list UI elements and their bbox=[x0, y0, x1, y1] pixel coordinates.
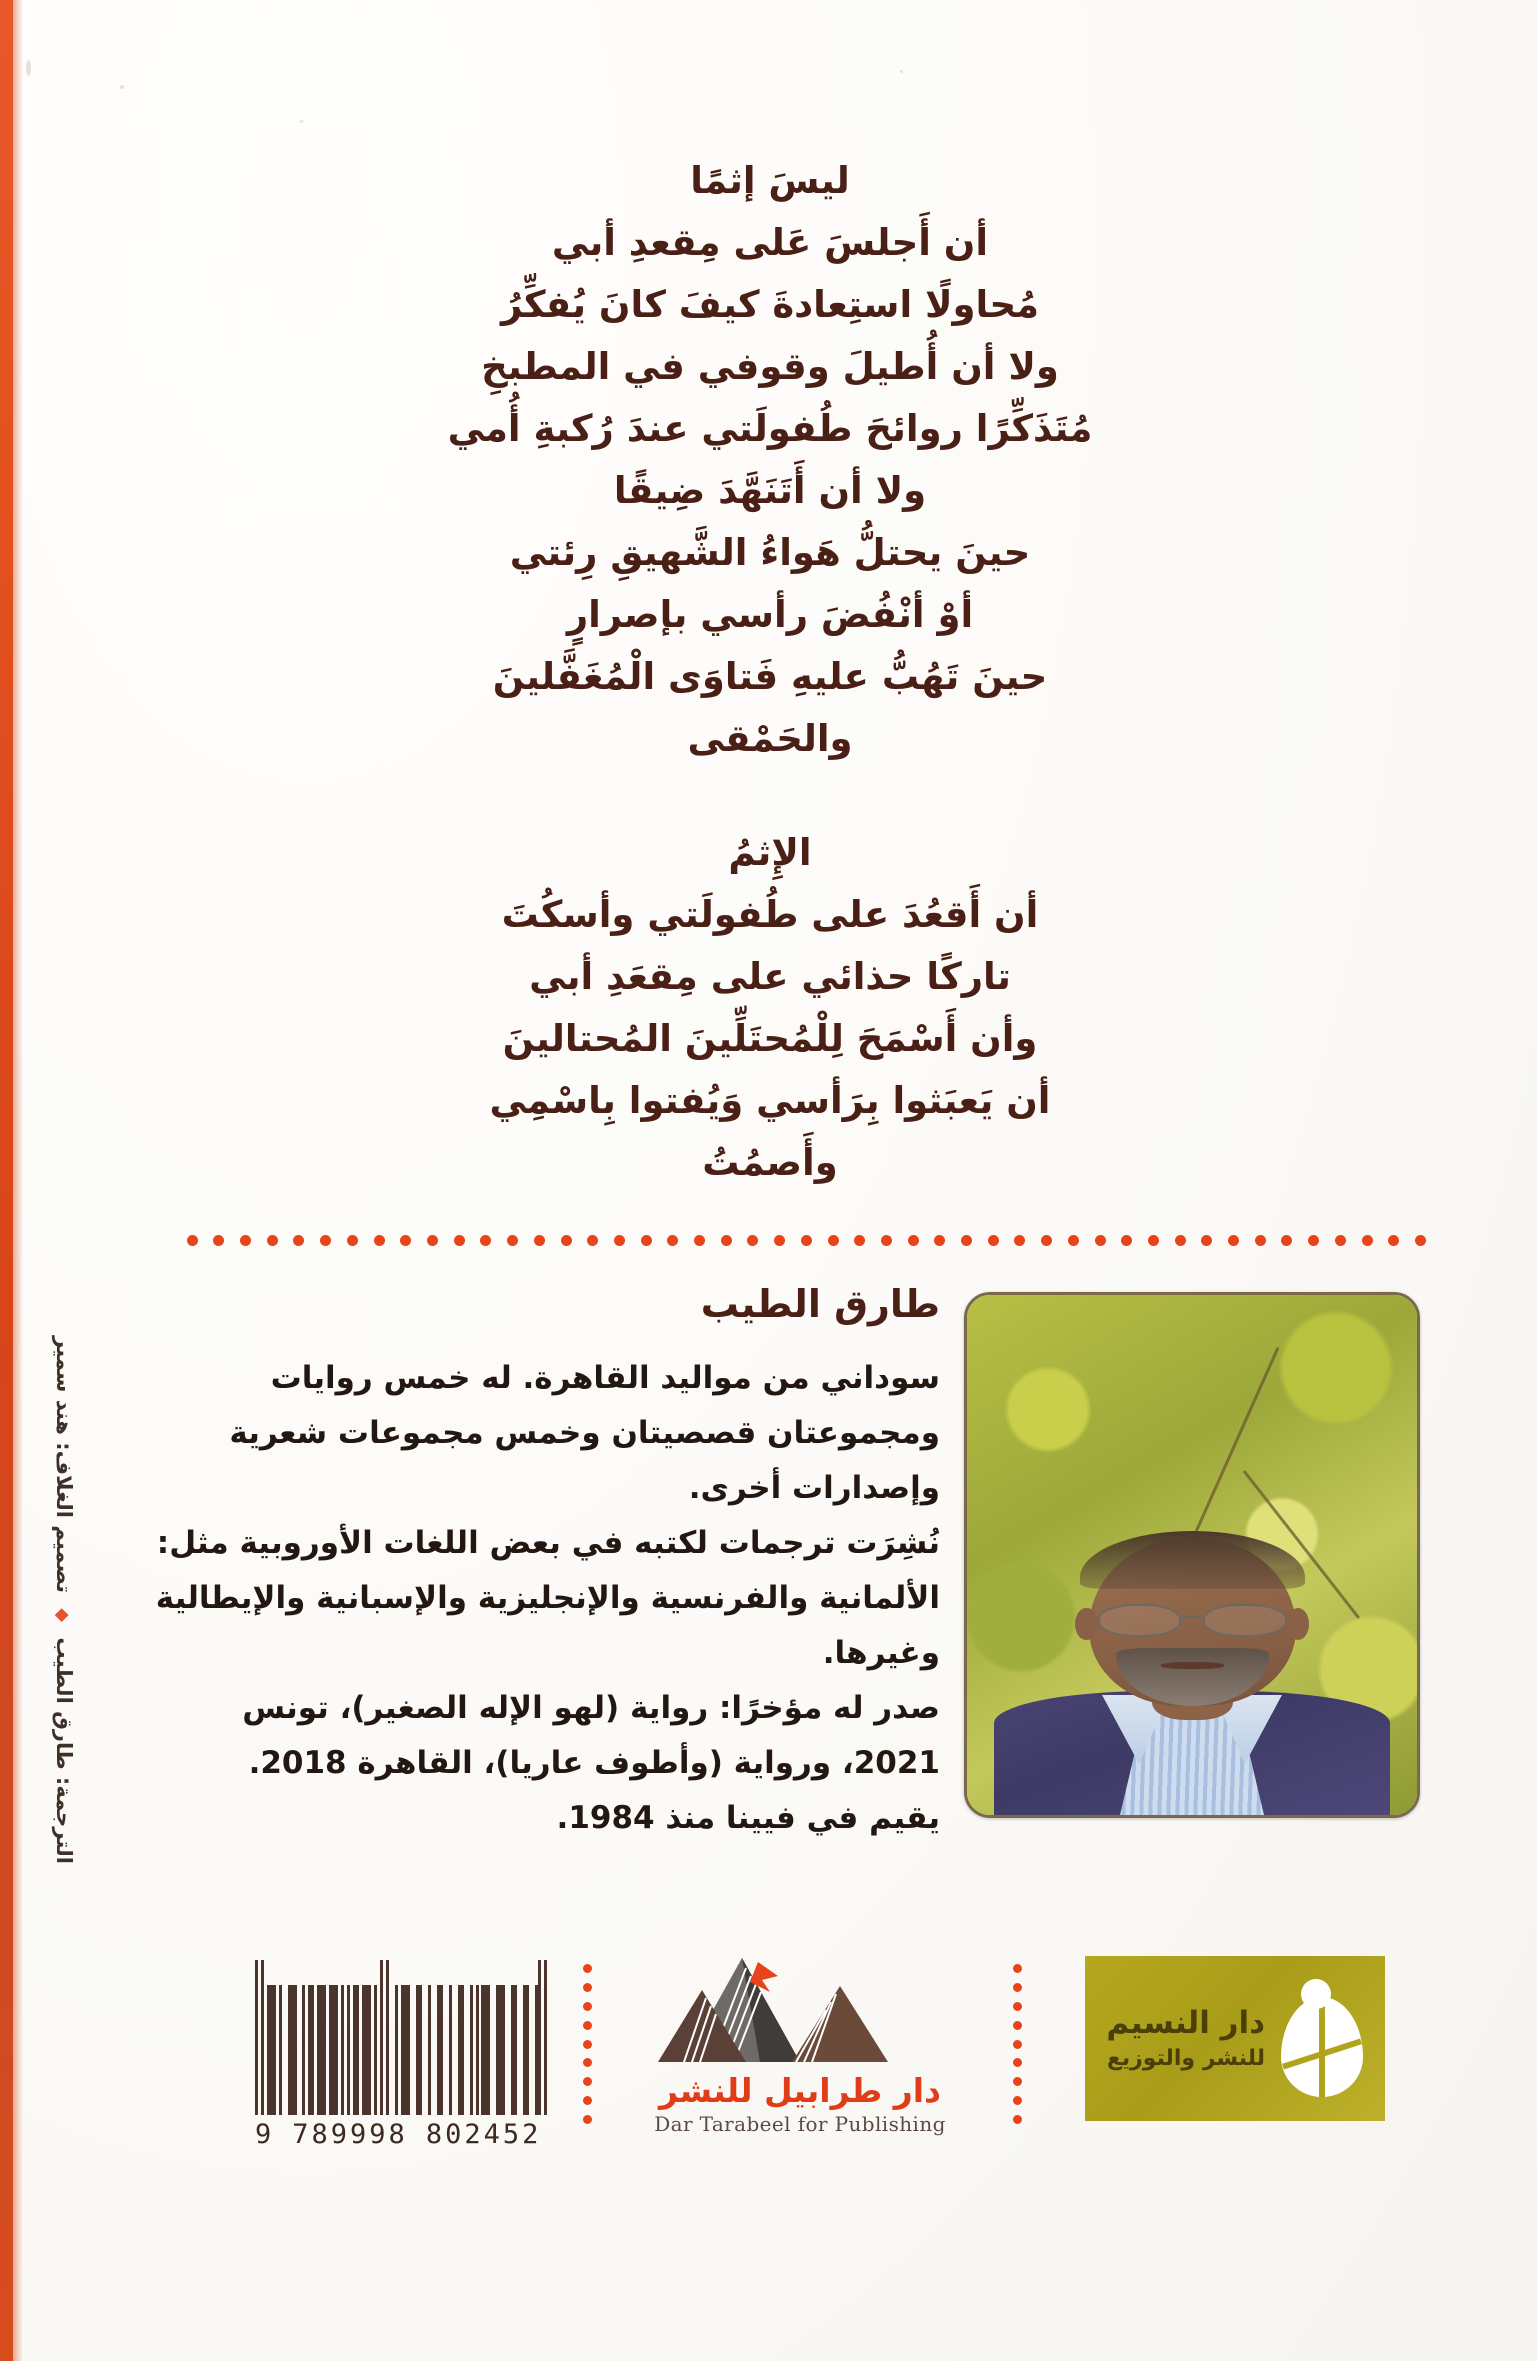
author-name: طارق الطيب bbox=[700, 1282, 940, 1326]
glasses-lens-left bbox=[1098, 1604, 1181, 1637]
publisher-logo-naseem bbox=[1085, 1956, 1385, 2121]
leaf-dot bbox=[1301, 1979, 1331, 2009]
publisher-logo-tarabeel bbox=[650, 1950, 950, 2136]
figure-mouth bbox=[1161, 1662, 1224, 1669]
dotted-separator bbox=[580, 1964, 594, 2124]
scan-speck bbox=[300, 120, 303, 123]
poem-line: حينَ يحتلُّ هَواءُ الشَّهيقِ رِئتي bbox=[509, 531, 1031, 574]
poem-stanza2-heading: الإِثمُ bbox=[728, 831, 812, 874]
poem-block bbox=[160, 150, 1380, 1194]
poem-line: أن أَقعُدَ على طُفولَتي وأسكُتَ bbox=[501, 893, 1039, 936]
stanza-gap bbox=[160, 770, 1380, 822]
isbn-barcode bbox=[255, 1960, 565, 2150]
scan-speck bbox=[900, 70, 903, 73]
author-figure bbox=[967, 1451, 1417, 1815]
pyramid-books-svg bbox=[650, 1950, 950, 2070]
author-bio-line: سوداني من مواليد القاهرة. له خمس روايات bbox=[270, 1360, 940, 1396]
author-bio-line: وإصدارات أخرى. bbox=[688, 1470, 940, 1506]
left-edge-color-strip bbox=[0, 0, 13, 2361]
glasses-icon bbox=[1098, 1604, 1287, 1633]
author-photo bbox=[964, 1292, 1420, 1818]
diamond-icon: ◆ bbox=[52, 1608, 73, 1623]
author-bio-line: نُشِرَت ترجمات لكتبه في بعض اللغات الأوروبية مثل: bbox=[156, 1525, 940, 1561]
poem-line: وأَصمُتُ bbox=[702, 1141, 838, 1184]
author-bio-line: وغيرها. bbox=[822, 1635, 940, 1671]
glasses-bridge bbox=[1179, 1616, 1205, 1618]
poem-line: ولا أن أَتَنَهَّدَ ضِيقًا bbox=[613, 469, 927, 512]
author-bio-line: الألمانية والفرنسية والإنجليزية والإسبانية والإيطالية bbox=[155, 1580, 940, 1616]
cover-design-credit: تصميم الغلاف: هند سمير bbox=[52, 1336, 76, 1593]
barcode-lead-digit: 9 bbox=[255, 2119, 275, 2150]
poem-line: تاركًا حذائي على مِقعَدِ أبي bbox=[529, 955, 1011, 998]
barcode-group-right: 802452 bbox=[425, 2119, 542, 2150]
author-bio-line: 2021، ورواية (وأطوف عاريا)، القاهرة 2018. bbox=[248, 1745, 940, 1781]
author-text-block bbox=[150, 1280, 940, 1849]
footer-section bbox=[150, 1950, 1420, 2210]
poem-stanza1-heading: ليسَ إثمًا bbox=[690, 159, 850, 202]
left-edge-strip-bleed bbox=[13, 0, 23, 2361]
poem-line: وأن أَسْمَحَ لِلْمُحتَلِّينَ المُحتالينَ bbox=[502, 1017, 1038, 1060]
scan-speck bbox=[26, 60, 31, 76]
barcode-group-left: 789998 bbox=[292, 2119, 408, 2150]
poem-line: أوْ أنْفُضَ رأسي بإصرارٍ bbox=[566, 593, 974, 636]
spine-credits-text bbox=[52, 1336, 76, 1864]
publisher-name-arabic: دار طرابيل للنشر bbox=[659, 2071, 941, 2110]
figure-ear-left bbox=[1075, 1608, 1098, 1641]
dotted-separator bbox=[1010, 1964, 1024, 2124]
figure-hair bbox=[1080, 1531, 1305, 1589]
poem-line: مُحاولًا استِعادةَ كيفَ كانَ يُفكِّرُ bbox=[500, 283, 1040, 326]
glasses-lens-right bbox=[1203, 1604, 1286, 1637]
spine-credits bbox=[34, 1330, 94, 1870]
barcode-digits bbox=[255, 2119, 565, 2150]
poem-line: أن يَعبَثوا بِرَأسي وَيُفتوا بِاسْمِي bbox=[489, 1079, 1051, 1122]
publisher-name-english: Dar Tarabeel for Publishing bbox=[654, 2112, 946, 2136]
dotted-divider bbox=[186, 1232, 1426, 1248]
leaf-mark-icon bbox=[1275, 1979, 1371, 2099]
figure-ear-right bbox=[1287, 1608, 1310, 1641]
publisher-tagline-arabic: للنشر والتوزيع bbox=[1106, 2045, 1265, 2071]
author-section bbox=[150, 1280, 1420, 1850]
barcode-bars bbox=[255, 1960, 565, 2115]
poem-line: أن أَجلسَ عَلى مِقعدِ أبي bbox=[551, 221, 989, 264]
pyramid-books-icon bbox=[650, 1950, 950, 2070]
publisher-naseem-text bbox=[1106, 2005, 1265, 2072]
author-bio-line: ومجموعتان قصصيتان وخمس مجموعات شعرية bbox=[229, 1415, 940, 1451]
translation-credit: الترجمة: طارق الطيب bbox=[52, 1637, 76, 1864]
poem-line: والحَمْقى bbox=[687, 717, 853, 760]
poem-line: مُتَذَكِّرًا روائحَ طُفولَتي عندَ رُكبةِ أُمي bbox=[447, 407, 1093, 450]
scan-speck bbox=[120, 85, 124, 89]
poem-line: ولا أن أُطيلَ وقوفي في المطبخِ bbox=[481, 345, 1059, 388]
author-bio-line: صدر له مؤخرًا: رواية (لهو الإله الصغير)، تونس bbox=[242, 1690, 940, 1726]
poem-line: حينَ تَهُبُّ عليهِ فَتاوَى الْمُغَفَّلينَ bbox=[492, 655, 1048, 698]
publisher-name-arabic: دار النسيم bbox=[1106, 2005, 1265, 2042]
leaf-cut-vertical bbox=[1319, 1997, 1325, 2097]
author-bio-line: يقيم في فيينا منذ 1984. bbox=[556, 1800, 940, 1836]
